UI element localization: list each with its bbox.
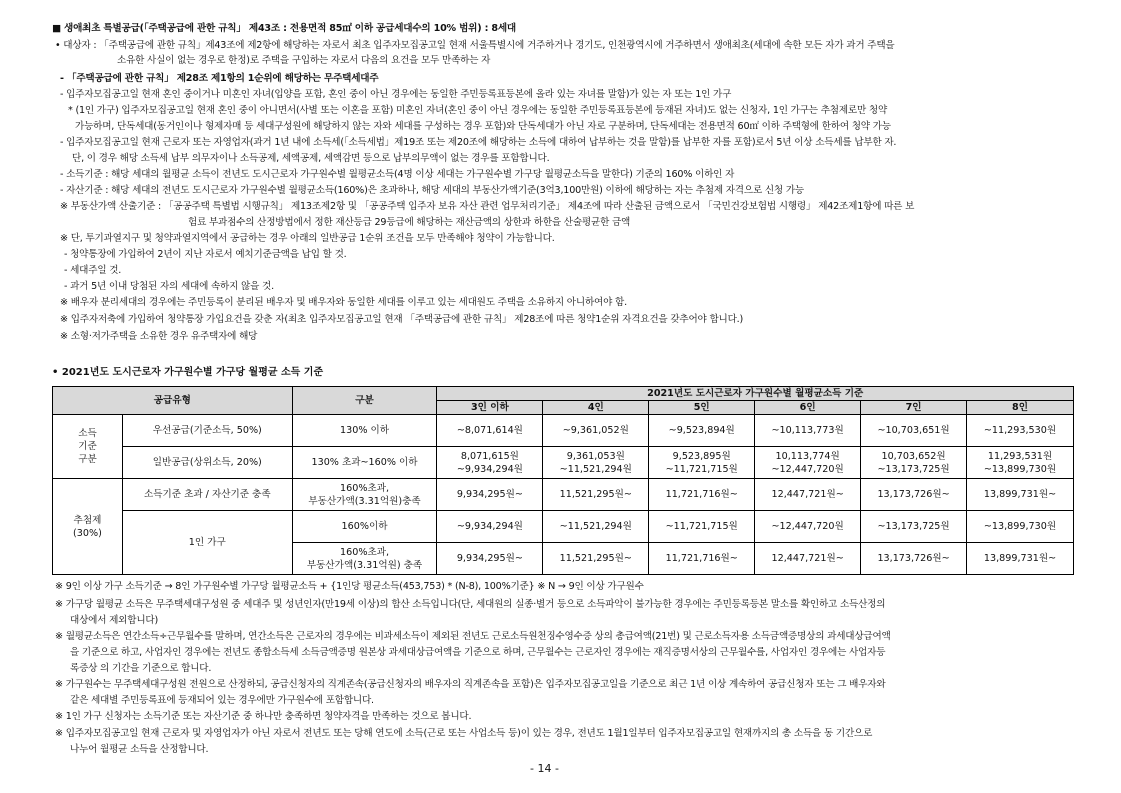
eligibility-line: - 세대주일 것. <box>64 265 122 276</box>
header-col: 6인 <box>755 401 861 415</box>
value-cell: 10,113,774원 ~12,447,720원 <box>755 447 861 479</box>
value-cell: 11,721,716원~ <box>649 543 755 575</box>
value-cell: ~11,521,294원 <box>543 511 649 543</box>
table-row <box>53 479 1074 511</box>
eligibility-line: - 입주자모집공고일 현재 혼인 중이거나 미혼인 자녀(입양을 포함, 혼인 중이 아닌 경우에는 동일한 주민등록표등본에 올라 있는 자녀를 말함)가 있는 자 또는 1인 가구 <box>60 89 732 100</box>
header-col: 4인 <box>543 401 649 415</box>
value-cell: ~12,447,720원 <box>755 511 861 543</box>
value-cell: 13,899,731원~ <box>967 543 1074 575</box>
supply-type-cell: 우선공급(기준소득, 50%) <box>122 415 292 447</box>
header-col: 5인 <box>649 401 755 415</box>
note-line: ※ 9인 이상 가구 소득기준 → 8인 가구원수별 가구당 월평균소득 + {1인당 평균소득(453,753) * (N-8), 100%기준} ※ N → 9인 이상 가구원수 <box>55 581 644 592</box>
value-cell: ~11,721,715원 <box>649 511 755 543</box>
value-cell: 11,521,295원~ <box>543 479 649 511</box>
value-cell: 9,934,295원~ <box>437 479 543 511</box>
eligibility-line: 험료 부과점수의 산정방법에서 정한 재산등급 29등급에 해당하는 재산금액의 상한과 하한을 산술평균한 금액 <box>188 217 631 228</box>
value-cell: 9,934,295원~ <box>437 543 543 575</box>
eligibility-line: * (1인 가구) 입주자모집공고일 현재 혼인 중이 아니면서(사별 또는 이혼을 포함) 미혼인 자녀(혼인 중이 아닌 경우에는 동일한 주민등록표등본에 등재된 자녀)도 없는 신청자, 1인 가구는 추첨제로만 청약 <box>68 105 888 116</box>
value-cell: 9,523,895원 ~11,721,715원 <box>649 447 755 479</box>
header-col: 7인 <box>861 401 967 415</box>
category-cell: 160%초과, 부동산가액(3.31억원)충족 <box>292 479 437 511</box>
section-title: • 2021년도 도시근로자 가구원수별 가구당 월평균 소득 기준 <box>52 367 324 378</box>
eligibility-line: 가능하며, 단독세대(동거인이나 형제자매 등 세대구성원에 해당하지 않는 자와 세대를 구성하는 경우 포함)와 단독세대가 아닌 자로 구분하며, 단독세대는 전용면적 60㎡ 이하 주택형에 한하여 청약 가능 <box>75 121 891 132</box>
group-label-income: 소득 기준 구분 <box>53 415 123 479</box>
table-row <box>53 511 1074 543</box>
value-cell: 9,361,053원 ~11,521,294원 <box>543 447 649 479</box>
value-cell: ~10,703,651원 <box>861 415 967 447</box>
note-line: ※ 가구원수는 무주택세대구성원 전원으로 산정하되, 공급신청자의 직계존속(공급신청자의 배우자의 직계존속을 포함)은 입주자모집공고일을 기준으로 최근 1년 이상 계속하여 공급신청자 또는 그 배우자와 <box>55 679 886 690</box>
header-col: 3인 이하 <box>437 401 543 415</box>
value-cell: 13,899,731원~ <box>967 479 1074 511</box>
value-cell: ~13,899,730원 <box>967 511 1074 543</box>
value-cell: ~9,361,052원 <box>543 415 649 447</box>
value-cell: 12,447,721원~ <box>755 543 861 575</box>
value-cell: 11,721,716원~ <box>649 479 755 511</box>
value-cell: ~10,113,773원 <box>755 415 861 447</box>
table-header-row <box>53 387 1074 401</box>
value-cell: 10,703,652원 ~13,173,725원 <box>861 447 967 479</box>
note-line: 록증상 의 기간을 기준으로 합니다. <box>70 663 212 674</box>
note-line: ※ 월평균소득은 연간소득÷근무월수를 말하며, 연간소득은 근로자의 경우에는 비과세소득이 제외된 전년도 근로소득원천징수영수증 상의 총급여액(21번) 및 근로소득자용 소득금액증명상의 과세대상급여액 <box>55 631 891 642</box>
value-cell: 13,173,726원~ <box>861 543 967 575</box>
eligibility-line: - 「주택공급에 관한 규칙」 제28조 제1항의 1순위에 해당하는 무주택세대주 <box>60 73 379 84</box>
eligibility-line: - 과거 5년 이내 당첨된 자의 세대에 속하지 않을 것. <box>64 281 274 292</box>
note-line: 대상에서 제외합니다) <box>70 615 159 626</box>
eligibility-line: - 입주자모집공고일 현재 근로자 또는 자영업자(과거 1년 내에 소득세(「소득세법」제19조 또는 제20조에 해당하는 소득에 대하여 납부하는 것을 말함)를 납부한 자를 포함)로서 5년 이상 소득세를 납부한 자. <box>60 137 897 148</box>
table-row <box>53 415 1074 447</box>
value-cell: ~11,293,530원 <box>967 415 1074 447</box>
category-cell: 130% 이하 <box>292 415 437 447</box>
eligibility-line: ※ 배우자 분리세대의 경우에는 주민등록이 분리된 배우자 및 배우자와 동일한 세대를 이루고 있는 세대원도 주택을 소유하지 아니하여야 함. <box>60 297 627 308</box>
eligibility-line: ※ 단, 투기과열지구 및 청약과열지역에서 공급하는 경우 아래의 일반공급 1순위 조건을 모두 만족해야 청약이 가능합니다. <box>60 233 555 244</box>
table-row <box>53 447 1074 479</box>
eligibility-line: - 소득기준 : 해당 세대의 월평균 소득이 전년도 도시근로자 가구원수별 월평균소득(4명 이상 세대는 가구원수별 가구당 월평균소득을 말한다) 기준의 160% 이하인 자 <box>60 169 735 180</box>
supply-type-cell: 1인 가구 <box>122 511 292 575</box>
supply-type-cell: 일반공급(상위소득, 20%) <box>122 447 292 479</box>
eligibility-line: 소유한 사실이 없는 경우로 한정)로 주택을 구입하는 자로서 다음의 요건을 모두 만족하는 자 <box>117 55 491 66</box>
eligibility-line: 단, 이 경우 해당 소득세 납부 의무자이나 소득공제, 세액공제, 세액감면 등으로 납부의무액이 없는 경우를 포함합니다. <box>72 153 550 164</box>
category-cell: 160%이하 <box>292 511 437 543</box>
page-number: - 14 - <box>530 762 559 775</box>
income-criteria-table <box>52 386 1074 575</box>
note-line: ※ 입주자모집공고일 현재 근로자 및 자영업자가 아닌 자로서 전년도 또는 당해 연도에 소득(근로 또는 사업소득 등)이 있는 경우, 전년도 1월1일부터 입주자모집공고일 현재까지의 총 소득을 동 기간으로 <box>55 728 873 739</box>
supply-type-cell: 소득기준 초과 / 자산기준 충족 <box>122 479 292 511</box>
note-line: 나누어 월평균 소득을 산정합니다. <box>70 744 209 755</box>
eligibility-line: ■ 생애최초 특별공급(「주택공급에 관한 규칙」 제43조 : 전용면적 85㎡ 이하 공급세대수의 10% 범위) : 8세대 <box>52 23 516 34</box>
eligibility-line: ※ 부동산가액 산출기준 : 「공공주택 특별법 시행규칙」 제13조제2항 및 「공공주택 입주자 보유 자산 관련 업무처리기준」 제4조에 따라 산출된 금액으로서 「국민건강보험법 시행령」 제42조제1항에 따른 보 <box>60 201 915 212</box>
eligibility-line: - 자산기준 : 해당 세대의 전년도 도시근로자 가구원수별 월평균소득(160%)은 초과하나, 해당 세대의 부동산가액기준(3억3,100만원) 이하에 해당하는 자는 추첨제 자격으로 신청 가능 <box>60 185 804 196</box>
value-cell: 8,071,615원 ~9,934,294원 <box>437 447 543 479</box>
header-category: 구분 <box>292 387 437 415</box>
note-line: 같은 세대별 주민등록표에 등재되어 있는 경우에만 가구원수에 포함합니다. <box>70 695 374 706</box>
value-cell: ~9,523,894원 <box>649 415 755 447</box>
note-line: ※ 가구당 월평균 소득은 무주택세대구성원 중 세대주 및 성년인자(만19세 이상)의 합산 소득입니다(단, 세대원의 실종·별거 등으로 소득파악이 불가능한 경우에는 주민등록등본 말소를 확인하고 소득산정의 <box>55 599 886 610</box>
value-cell: ~8,071,614원 <box>437 415 543 447</box>
eligibility-line: - 청약통장에 가입하여 2년이 지난 자로서 예치기준금액을 납입 할 것. <box>64 249 347 260</box>
header-col: 8인 <box>967 401 1074 415</box>
group-label-lottery: 추첨제 (30%) <box>53 479 123 575</box>
eligibility-line: ※ 소형·저가주택을 소유한 경우 유주택자에 해당 <box>60 331 258 342</box>
eligibility-line: • 대상자 : 「주택공급에 관한 규칙」제43조에 제2항에 해당하는 자로서 최초 입주자모집공고일 현재 서울특별시에 거주하거나 경기도, 인천광역시에 거주하면서 생애최초(세대에 속한 모든 자가 과거 주택을 <box>55 40 895 51</box>
category-cell: 130% 초과~160% 이하 <box>292 447 437 479</box>
header-group: 2021년도 도시근로자 가구원수별 월평균소득 기준 <box>437 387 1074 401</box>
note-line: 을 기준으로 하고, 사업자인 경우에는 전년도 종합소득세 소득금액증명 원본상 과세대상급여액을 기준으로 하며, 근무월수는 근로자인 경우에는 재직증명서상의 근무월수를, 사업자인 경우에는 사업자등 <box>70 647 886 658</box>
value-cell: 11,293,531원 ~13,899,730원 <box>967 447 1074 479</box>
eligibility-line: ※ 입주자저축에 가입하여 청약통장 가입요건을 갖춘 자(최초 입주자모집공고일 현재 「주택공급에 관한 규칙」 제28조에 따른 청약1순위 자격요건을 갖추어야 합니다.) <box>60 314 744 325</box>
value-cell: 12,447,721원~ <box>755 479 861 511</box>
category-cell: 160%초과, 부동산가액(3.31억원) 충족 <box>292 543 437 575</box>
value-cell: ~9,934,294원 <box>437 511 543 543</box>
note-line: ※ 1인 가구 신청자는 소득기준 또는 자산기준 중 하나만 충족하면 청약자격을 만족하는 것으로 봅니다. <box>55 711 472 722</box>
header-supply-type: 공급유형 <box>53 387 293 415</box>
value-cell: 13,173,726원~ <box>861 479 967 511</box>
value-cell: ~13,173,725원 <box>861 511 967 543</box>
value-cell: 11,521,295원~ <box>543 543 649 575</box>
